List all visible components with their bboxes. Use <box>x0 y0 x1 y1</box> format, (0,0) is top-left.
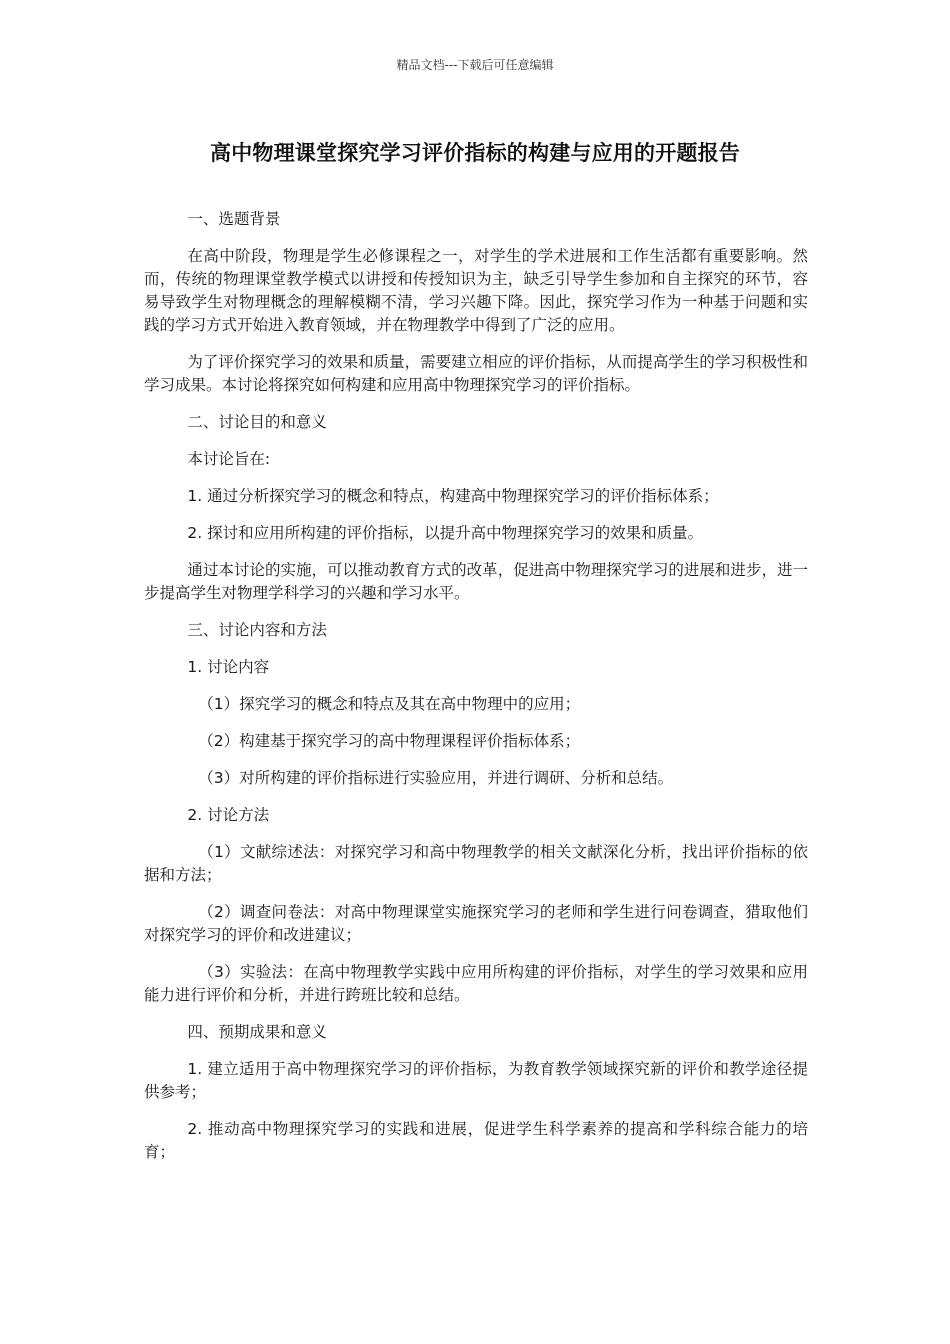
list-item: 2. 推动高中物理探究学习的实践和进展，促进学生科学素养的提高和学科综合能力的培育； <box>144 1120 808 1161</box>
list-item: （2）调查问卷法：对高中物理课堂实施探究学习的老师和学生进行问卷调查，猎取他们对探究学习的评价和改进建议； <box>144 903 808 944</box>
list-item: （3）对所构建的评价指标进行实验应用，并进行调研、分析和总结。 <box>198 769 674 787</box>
list-item: （2）构建基于探究学习的高中物理课程评价指标体系； <box>198 732 581 750</box>
section-heading: 四、预期成果和意义 <box>187 1023 327 1041</box>
document-title: 高中物理课堂探究学习评价指标的构建与应用的开题报告 <box>210 141 740 165</box>
list-item: （3）实验法：在高中物理教学实践中应用所构建的评价指标，对学生的学习效果和应用能力进行评价和分析，并进行跨班比较和总结。 <box>144 963 808 1004</box>
subsection-heading: 1. 讨论内容 <box>187 658 270 676</box>
list-item: （1）探究学习的概念和特点及其在高中物理中的应用； <box>198 695 581 713</box>
section-heading: 三、讨论内容和方法 <box>187 621 327 639</box>
section-heading: 二、讨论目的和意义 <box>187 413 327 431</box>
body-paragraph: 为了评价探究学习的效果和质量，需要建立相应的评价指标，从而提高学生的学习积极性和学习成果。本讨论将探究如何构建和应用高中物理探究学习的评价指标。 <box>144 353 808 394</box>
page-header: 精品文档---下载后可任意编辑 <box>396 58 554 72</box>
body-paragraph: 通过本讨论的实施，可以推动教育方式的改革，促进高中物理探究学习的进展和进步，进一步提高学生对物理学科学习的兴趣和学习水平。 <box>144 561 808 602</box>
document-body <box>144 208 808 1178</box>
list-item: 1. 通过分析探究学习的概念和特点，构建高中物理探究学习的评价指标体系； <box>187 487 719 505</box>
list-item: （1）文献综述法：对探究学习和高中物理教学的相关文献深化分析，找出评价指标的依据和方法； <box>144 843 808 884</box>
body-paragraph: 本讨论旨在: <box>187 450 271 468</box>
body-paragraph: 在高中阶段，物理是学生必修课程之一，对学生的学术进展和工作生活都有重要影响。然而，传统的物理课堂教学模式以讲授和传授知识为主，缺乏引导学生参加和自主探究的环节，容易导致学生对物理概念的理解模糊不清，学习兴趣下降。因此，探究学习作为一种基于问题和实践的学习方式开始进入教育领域，并在物理教学中得到了广泛的应用。 <box>144 247 808 334</box>
list-item: 2. 探讨和应用所构建的评价指标，以提升高中物理探究学习的效果和质量。 <box>187 524 704 542</box>
section-heading: 一、选题背景 <box>187 210 281 228</box>
list-item: 1. 建立适用于高中物理探究学习的评价指标，为教育教学领域探究新的评价和教学途径提供参考； <box>144 1060 808 1101</box>
subsection-heading: 2. 讨论方法 <box>187 806 270 824</box>
